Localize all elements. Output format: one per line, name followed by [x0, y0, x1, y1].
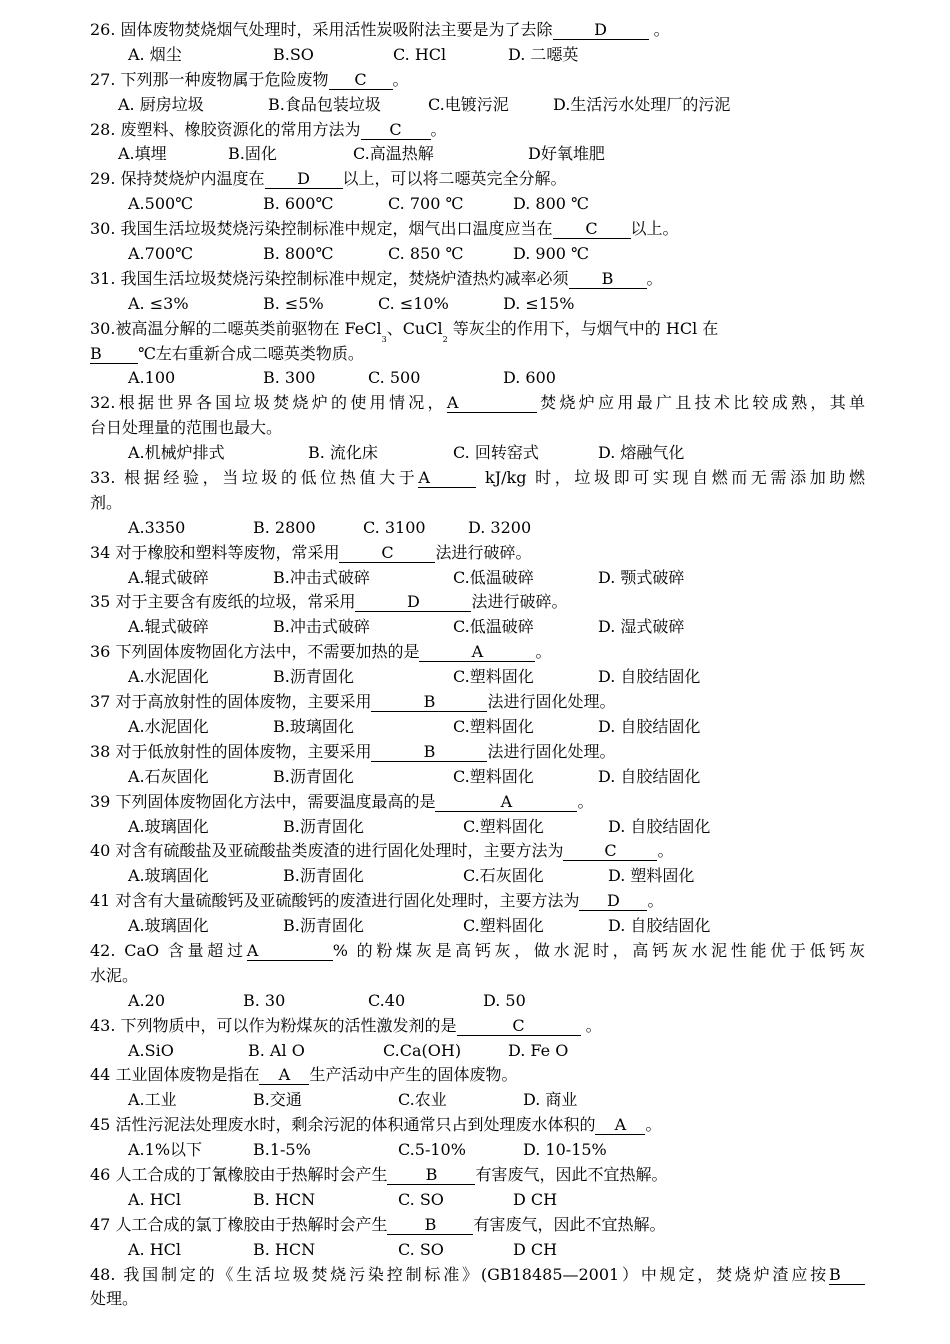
options-row	[90, 864, 865, 889]
option-a[interactable]: A.工业	[128, 1090, 177, 1110]
question-line-continued	[90, 1287, 865, 1312]
question-text: % 的粉煤灰是高钙灰，做水泥时，高钙灰水泥性能优于低钙灰	[332, 940, 865, 960]
option-b[interactable]: B.沥青固化	[283, 866, 364, 886]
option-b[interactable]: B. 800℃	[263, 244, 334, 264]
question-text: 。	[535, 642, 552, 662]
option-d[interactable]: D. ≤15%	[503, 293, 575, 313]
options-row	[90, 914, 865, 939]
options-row	[90, 366, 865, 391]
options-row	[90, 43, 865, 68]
option-a[interactable]: A.玻璃固化	[128, 816, 209, 836]
options-row	[90, 242, 865, 267]
question-line	[90, 342, 865, 367]
options-row	[90, 93, 865, 118]
option-a[interactable]: A.1%以下	[128, 1140, 203, 1160]
options-row	[90, 1238, 865, 1263]
option-d[interactable]: D. 自胶结固化	[608, 816, 711, 836]
question-text: 48. 我国制定的《生活垃圾焚烧污染控制标准》(GB18485—2001）中规定，焚烧炉渣应按	[90, 1264, 829, 1284]
answer-blank[interactable]: C	[329, 70, 393, 90]
question-text: 31. 我国生活垃圾焚烧污染控制标准中规定，焚烧炉渣热灼减率必须	[90, 268, 569, 288]
question-line	[90, 118, 865, 143]
question-line	[90, 267, 865, 292]
answer-blank[interactable]: D	[265, 169, 343, 189]
option-b[interactable]: B.玻璃固化	[273, 716, 354, 736]
question-line	[90, 790, 865, 815]
question-text: 剂。	[90, 492, 123, 512]
option-a[interactable]: A.石灰固化	[128, 766, 209, 786]
document-page	[90, 18, 865, 1312]
option-c[interactable]: C. SO	[398, 1189, 444, 1209]
question-text: 以上。	[630, 219, 679, 239]
question-text: 处理。	[90, 1289, 139, 1309]
question-text: 26. 固体废物焚烧烟气处理时，采用活性炭吸附法主要是为了去除	[90, 20, 553, 39]
answer-blank[interactable]: C	[361, 120, 431, 140]
question-text: 。	[580, 1015, 602, 1035]
options-row	[90, 192, 865, 217]
option-a[interactable]: A.辊式破碎	[128, 617, 209, 637]
question-text: 28. 废塑料、橡胶资源化的常用方法为	[90, 119, 361, 139]
option-d[interactable]: D CH	[513, 1189, 558, 1209]
options-row	[90, 715, 865, 740]
option-b[interactable]: B.SO	[273, 44, 314, 64]
question-text: 33. 根据经验，当垃圾的低位热值大于	[90, 468, 419, 488]
question-line	[90, 541, 865, 566]
option-a[interactable]: A. 厨房垃圾	[118, 94, 204, 114]
option-a[interactable]: A.辊式破碎	[128, 567, 209, 587]
option-a[interactable]: A. HCl	[128, 1239, 182, 1259]
option-a[interactable]: A. HCl	[128, 1189, 182, 1209]
question-line	[90, 1213, 865, 1238]
answer-blank[interactable]: C	[457, 1016, 581, 1036]
question-line-continued	[90, 416, 865, 441]
answer-blank[interactable]: C	[339, 543, 435, 563]
options-row	[90, 142, 865, 167]
option-a[interactable]: A.水泥固化	[128, 716, 209, 736]
question-text: 等灰尘的作用下，与烟气中的 HCl 在	[447, 318, 719, 338]
option-d[interactable]: D. 自胶结固化	[598, 766, 701, 786]
question-line	[90, 839, 865, 864]
option-b[interactable]: B. HCN	[253, 1239, 316, 1259]
question-text: 30.被高温分解的二噁英类前驱物在 FeCl	[90, 318, 382, 338]
option-c[interactable]: C. ≤10%	[378, 293, 449, 313]
answer-blank[interactable]: C	[563, 841, 657, 861]
options-row	[90, 815, 865, 840]
option-b[interactable]: B.沥青固化	[283, 916, 364, 936]
question-text: 44 工业固体废物是指在	[90, 1065, 260, 1085]
question-text: kJ/kg 时，垃圾即可实现自燃而无需添加助燃	[476, 468, 865, 488]
answer-blank[interactable]: B	[569, 269, 647, 289]
options-row	[90, 615, 865, 640]
option-d[interactable]: D. 自胶结固化	[598, 716, 701, 736]
question-line	[90, 217, 865, 242]
options-row	[90, 1088, 865, 1113]
option-a[interactable]: A. 烟尘	[128, 44, 182, 64]
option-c[interactable]: C.石灰固化	[463, 866, 544, 886]
option-c[interactable]: C. SO	[398, 1239, 444, 1259]
option-a[interactable]: A.SiO	[128, 1040, 174, 1060]
option-c[interactable]: C. HCl	[393, 44, 447, 64]
option-b[interactable]: B.沥青固化	[273, 667, 354, 687]
question-text: 。	[645, 1115, 662, 1135]
option-c[interactable]: C.低温破碎	[453, 617, 534, 637]
question-text: 43. 下列物质中，可以作为粉煤灰的活性激发剂的是	[90, 1015, 457, 1035]
question-text: 法进行破碎。	[471, 592, 568, 612]
option-a[interactable]: A.水泥固化	[128, 667, 209, 687]
answer-blank[interactable]: D	[579, 891, 647, 911]
option-b[interactable]: B. ≤5%	[263, 293, 324, 313]
question-text: ℃左右重新合成二噁英类物质。	[138, 343, 364, 363]
question-text: 。	[648, 20, 670, 39]
answer-blank[interactable]: A	[447, 393, 537, 413]
question-line	[90, 317, 865, 342]
question-text: 水泥。	[90, 965, 139, 985]
question-line	[90, 690, 865, 715]
option-d[interactable]: D. Fe O	[508, 1040, 569, 1060]
option-d[interactable]: D. 自胶结固化	[598, 667, 701, 687]
question-line	[90, 391, 865, 416]
question-text: 38 对于低放射性的固体废物，主要采用	[90, 741, 372, 761]
question-text: 45 活性污泥法处理废水时，剩余污泥的体积通常只占到处理废水体积的	[90, 1115, 596, 1135]
question-text: 36 下列固体废物固化方法中，不需要加热的是	[90, 642, 420, 662]
question-text: 。	[577, 791, 594, 811]
options-row	[90, 765, 865, 790]
option-a[interactable]: A.机械炉排式	[128, 443, 225, 463]
answer-blank[interactable]: B	[90, 344, 138, 364]
option-a[interactable]: A.玻璃固化	[128, 916, 209, 936]
option-a[interactable]: A.100	[128, 368, 176, 388]
option-a[interactable]: A.20	[128, 990, 165, 1010]
question-line	[90, 640, 865, 665]
options-row	[90, 292, 865, 317]
option-b[interactable]: B.沥青固化	[273, 766, 354, 786]
option-a[interactable]: A.700℃	[128, 244, 194, 264]
question-text: 34 对于橡胶和塑料等废物，常采用	[90, 542, 340, 562]
question-text: 法进行固化处理。	[487, 741, 616, 761]
option-a[interactable]: A.500℃	[128, 194, 194, 214]
answer-blank[interactable]: B	[829, 1265, 865, 1285]
option-c[interactable]: C.低温破碎	[453, 567, 534, 587]
question-line	[90, 1263, 865, 1288]
option-b[interactable]: B. 30	[243, 990, 286, 1010]
question-line	[90, 889, 865, 914]
answer-blank[interactable]: B	[387, 1215, 473, 1235]
option-d[interactable]: D. 塑料固化	[608, 866, 695, 886]
option-c[interactable]: C.塑料固化	[463, 816, 544, 836]
question-text: 、CuCl	[386, 318, 443, 338]
answer-blank[interactable]: A	[419, 642, 535, 662]
answer-blank[interactable]: A	[435, 792, 577, 812]
option-d[interactable]: D. 湿式破碎	[598, 617, 685, 637]
options-row	[90, 989, 865, 1014]
question-text: 40 对含有硫酸盐及亚硫酸盐类废渣的进行固化处理时，主要方法为	[90, 841, 564, 861]
question-text: 。	[646, 268, 663, 288]
option-d[interactable]: D. 自胶结固化	[608, 916, 711, 936]
option-c[interactable]: C.高温热解	[353, 144, 434, 164]
option-c[interactable]: C. 700 ℃	[388, 194, 464, 214]
option-b[interactable]: B. 600℃	[263, 194, 334, 214]
option-b[interactable]: B.1-5%	[253, 1140, 311, 1160]
option-b[interactable]: B.冲击式破碎	[273, 617, 370, 637]
question-line-continued	[90, 491, 865, 516]
option-d[interactable]: D CH	[513, 1239, 558, 1259]
answer-blank[interactable]: C	[553, 219, 631, 239]
option-b[interactable]: B.冲击式破碎	[273, 567, 370, 587]
option-d[interactable]: D. 800 ℃	[513, 194, 589, 214]
question-line	[90, 68, 865, 93]
option-d[interactable]: D.生活污水处理厂的污泥	[553, 94, 731, 114]
question-line-continued	[90, 964, 865, 989]
question-text: 。	[392, 69, 409, 89]
option-a[interactable]: A. ≤3%	[128, 293, 189, 313]
option-c[interactable]: C. 3100	[363, 517, 426, 537]
subscript: 3	[381, 334, 387, 344]
option-c[interactable]: C.农业	[398, 1090, 447, 1110]
question-text: 生产活动中产生的固体废物。	[309, 1065, 518, 1085]
question-text: 35 对于主要含有废纸的垃圾，常采用	[90, 592, 356, 612]
option-d[interactable]: D. 二噁英	[508, 44, 579, 64]
question-line	[90, 740, 865, 765]
option-b[interactable]: B.沥青固化	[283, 816, 364, 836]
options-row	[90, 516, 865, 541]
option-b[interactable]: B.交通	[253, 1090, 302, 1110]
question-line	[90, 1014, 865, 1039]
question-text: 30. 我国生活垃圾焚烧污染控制标准中规定，烟气出口温度应当在	[90, 219, 553, 239]
options-row	[90, 441, 865, 466]
question-text: 有害废气，因此不宜热解。	[473, 1214, 666, 1234]
question-line	[90, 1063, 865, 1088]
option-c[interactable]: C. 850 ℃	[388, 244, 464, 264]
question-line	[90, 1113, 865, 1138]
option-c[interactable]: C.Ca(OH)	[383, 1040, 462, 1060]
option-d[interactable]: D好氧堆肥	[528, 144, 605, 164]
option-d[interactable]: D. 50	[483, 990, 526, 1010]
option-c[interactable]: C.塑料固化	[453, 716, 534, 736]
question-text: 有害废气，因此不宜热解。	[475, 1164, 668, 1184]
answer-blank[interactable]: A	[418, 468, 476, 488]
option-d[interactable]: D. 600	[503, 368, 556, 388]
question-text: 47 人工合成的氯丁橡胶由于热解时会产生	[90, 1214, 388, 1234]
question-text: 法进行固化处理。	[487, 692, 616, 712]
option-d[interactable]: D. 熔融气化	[598, 443, 685, 463]
options-row	[90, 566, 865, 591]
option-b[interactable]: B. HCN	[253, 1189, 316, 1209]
question-line	[90, 939, 865, 964]
answer-blank[interactable]: A	[247, 941, 333, 961]
option-b[interactable]: B.固化	[228, 144, 277, 164]
options-row	[90, 1138, 865, 1163]
option-c[interactable]: C. 回转窑式	[453, 443, 539, 463]
options-row	[90, 1188, 865, 1213]
question-text: 台日处理量的范围也最大。	[90, 418, 283, 438]
question-line	[90, 1163, 865, 1188]
answer-blank[interactable]: A	[595, 1115, 645, 1135]
option-d[interactable]: D. 10-15%	[523, 1140, 607, 1160]
answer-blank[interactable]: B	[387, 1165, 475, 1185]
question-text: 41 对含有大量硫酸钙及亚硫酸钙的废渣进行固化处理时，主要方法为	[90, 891, 580, 911]
option-c[interactable]: C.塑料固化	[463, 916, 544, 936]
options-row	[90, 1039, 865, 1064]
answer-blank[interactable]: D	[553, 20, 649, 40]
question-text: 。	[430, 119, 447, 139]
option-b[interactable]: B. 2800	[253, 517, 316, 537]
answer-blank[interactable]: A	[259, 1065, 309, 1085]
question-line	[90, 167, 865, 192]
option-a[interactable]: A.填埋	[118, 144, 167, 164]
option-c[interactable]: C.塑料固化	[453, 667, 534, 687]
question-line	[90, 18, 865, 43]
question-text: 37 对于高放射性的固体废物，主要采用	[90, 692, 372, 712]
option-c[interactable]: C.塑料固化	[453, 766, 534, 786]
option-d[interactable]: D. 商业	[523, 1090, 578, 1110]
option-c[interactable]: C.电镀污泥	[428, 94, 509, 114]
option-c[interactable]: C.40	[368, 990, 406, 1010]
question-text: 。	[647, 891, 664, 911]
option-a[interactable]: A.3350	[128, 517, 186, 537]
answer-blank[interactable]: D	[355, 592, 471, 612]
option-a[interactable]: A.玻璃固化	[128, 866, 209, 886]
question-text: 焚烧炉应用最广且技术比较成熟，其单	[536, 393, 865, 413]
question-text: 以上，可以将二噁英完全分解。	[342, 169, 567, 189]
option-c[interactable]: C. 500	[368, 368, 421, 388]
answer-blank[interactable]: B	[371, 742, 487, 762]
question-line	[90, 466, 865, 491]
question-text: 39 下列固体废物固化方法中，需要温度最高的是	[90, 791, 436, 811]
question-text: 32.根据世界各国垃圾焚烧炉的使用情况，	[90, 393, 447, 413]
option-d[interactable]: D. 3200	[468, 517, 532, 537]
options-row	[90, 665, 865, 690]
option-b[interactable]: B. 流化床	[308, 443, 378, 463]
question-text: 。	[657, 841, 674, 861]
answer-blank[interactable]: B	[371, 692, 487, 712]
option-d[interactable]: D. 颚式破碎	[598, 567, 685, 587]
question-text: 27. 下列那一种废物属于危险废物	[90, 69, 329, 89]
option-d[interactable]: D. 900 ℃	[513, 244, 589, 264]
question-text: 法进行破碎。	[435, 542, 532, 562]
option-b[interactable]: B. Al O	[248, 1040, 305, 1060]
question-line	[90, 590, 865, 615]
option-b[interactable]: B. 300	[263, 368, 316, 388]
option-c[interactable]: C.5-10%	[398, 1140, 466, 1160]
question-text: 42. CaO 含量超过	[90, 940, 247, 960]
subscript: 2	[442, 334, 448, 344]
question-text: 46 人工合成的丁氰橡胶由于热解时会产生	[90, 1164, 388, 1184]
question-text: 29. 保持焚烧炉内温度在	[90, 169, 265, 189]
option-b[interactable]: B.食品包装垃圾	[268, 94, 381, 114]
